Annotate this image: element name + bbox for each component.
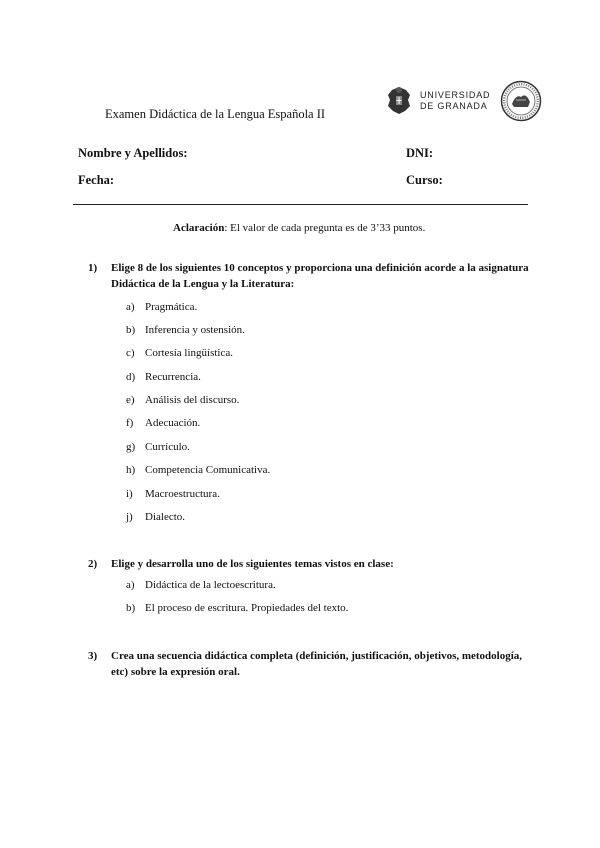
course-field-label: Curso: [406, 173, 443, 187]
q1-option-a-letter: a) [126, 301, 135, 313]
q1-option-d-text: Recurrencia. [145, 371, 201, 383]
q2-option-a-letter: a) [126, 579, 135, 591]
q1-option-a-text: Pragmática. [145, 301, 198, 313]
q1-option-j-letter: j) [126, 511, 133, 523]
question-1-text: Elige 8 de los siguientes 10 conceptos y proporciona una definición acorde a la asignatura Didáctica de la Lengua y la Literatura: [111, 262, 529, 290]
q1-option-i-text: Macroestructura. [145, 488, 220, 500]
q1-option-g-letter: g) [126, 441, 136, 453]
name-field-label: Nombre y Apellidos: [78, 146, 188, 160]
university-logo [384, 84, 491, 116]
question-2-number: 2) [88, 558, 98, 570]
date-field-label: Fecha: [78, 173, 115, 187]
clarification-text: : El valor de cada pregunta es de 3’33 puntos. [224, 222, 426, 234]
q1-option-g-text: Currículo. [145, 441, 190, 453]
q1-option-b-text: Inferencia y ostensión. [145, 324, 245, 336]
q1-option-e-letter: e) [126, 394, 135, 406]
q1-option-f-text: Adecuación. [145, 417, 201, 429]
clarification-note [173, 222, 425, 234]
q1-option-f-letter: f) [126, 417, 134, 429]
question-1-number: 1) [88, 262, 98, 274]
q1-option-j-text: Dialecto. [145, 511, 186, 523]
exam-title: Examen Didáctica de la Lengua Española II [105, 107, 326, 121]
q1-option-e-text: Análisis del discurso. [145, 394, 240, 406]
q1-option-c-text: Cortesía lingüística. [145, 347, 233, 359]
q1-option-h-letter: h) [126, 464, 136, 476]
q2-option-b-text: El proceso de escritura. Propiedades del texto. [145, 602, 349, 614]
q1-option-b-letter: b) [126, 324, 136, 336]
question-2-text: Elige y desarrolla uno de los siguientes temas vistos en clase: [111, 558, 394, 570]
q1-option-h-text: Competencia Comunicativa. [145, 464, 271, 476]
q2-option-a-text: Didáctica de la lectoescritura. [145, 579, 276, 591]
q1-option-i-letter: i) [126, 488, 133, 500]
question-3-number: 3) [88, 650, 98, 662]
clarification-label: Aclaración [173, 222, 225, 234]
university-name-line1: UNIVERSIDAD [420, 90, 491, 100]
header-divider [73, 204, 528, 205]
dni-field-label: DNI: [406, 146, 434, 160]
university-seal-icon [500, 80, 542, 122]
q1-option-d-letter: d) [126, 371, 136, 383]
question-3-text: Crea una secuencia didáctica completa (definición, justificación, objetivos, metodología, etc) sobre la expresión oral. [111, 650, 523, 678]
q2-option-b-letter: b) [126, 602, 136, 614]
granada-crest-icon [384, 84, 414, 116]
q1-option-c-letter: c) [126, 347, 135, 359]
university-name-line2: DE GRANADA [420, 101, 488, 111]
